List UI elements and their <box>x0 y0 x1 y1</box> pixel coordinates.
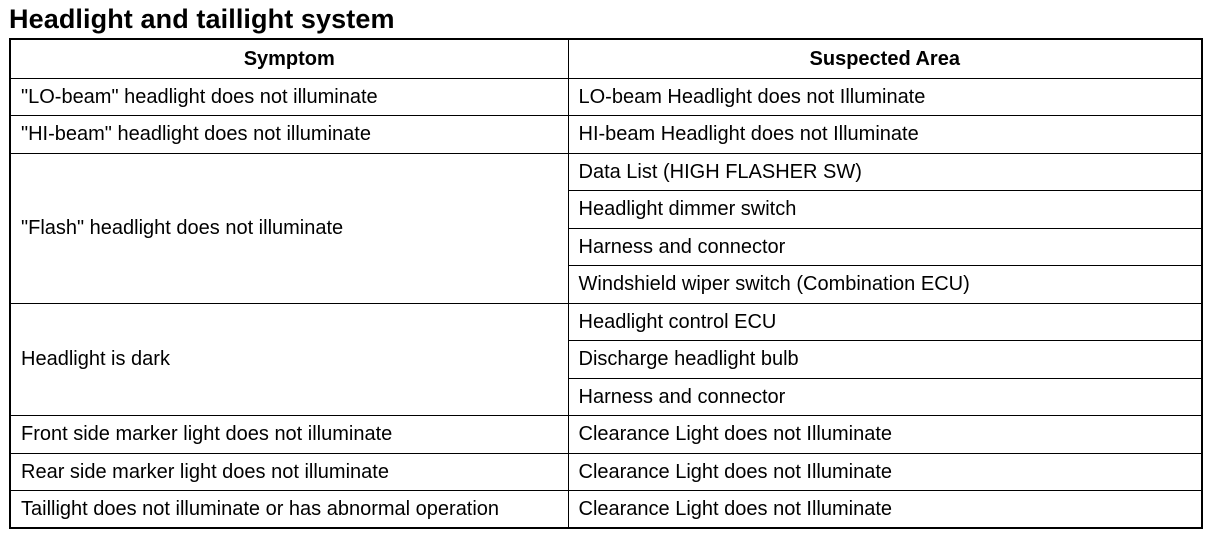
page-title: Headlight and taillight system <box>9 4 395 34</box>
symptom-cell: Rear side marker light does not illuminate <box>10 453 568 491</box>
table-row <box>10 491 1202 529</box>
suspected-area-cell: Discharge headlight bulb <box>568 341 1202 379</box>
table-row <box>10 116 1202 154</box>
table-row <box>10 416 1202 454</box>
symptom-cell: Headlight is dark <box>10 303 568 416</box>
suspected-area-cell: Harness and connector <box>568 378 1202 416</box>
symptom-cell: "LO-beam" headlight does not illuminate <box>10 78 568 116</box>
suspected-area-cell: Clearance Light does not Illuminate <box>568 416 1202 454</box>
suspected-area-cell: Data List (HIGH FLASHER SW) <box>568 153 1202 191</box>
suspected-area-column-header: Suspected Area <box>568 39 1202 78</box>
symptom-cell: "HI-beam" headlight does not illuminate <box>10 116 568 154</box>
symptom-cell: "Flash" headlight does not illuminate <box>10 153 568 303</box>
table-header-row <box>10 39 1202 78</box>
suspected-area-cell: Clearance Light does not Illuminate <box>568 453 1202 491</box>
symptom-cell: Front side marker light does not illuminate <box>10 416 568 454</box>
suspected-area-cell: Harness and connector <box>568 228 1202 266</box>
suspected-area-cell: Windshield wiper switch (Combination ECU) <box>568 266 1202 304</box>
table-row <box>10 453 1202 491</box>
symptom-cell: Taillight does not illuminate or has abnormal operation <box>10 491 568 529</box>
table-row <box>10 303 1202 341</box>
table-row <box>10 153 1202 191</box>
table-row <box>10 78 1202 116</box>
suspected-area-cell: HI-beam Headlight does not Illuminate <box>568 116 1202 154</box>
symptom-column-header: Symptom <box>10 39 568 78</box>
symptom-table <box>9 38 1203 529</box>
suspected-area-cell: Headlight dimmer switch <box>568 191 1202 229</box>
suspected-area-cell: LO-beam Headlight does not Illuminate <box>568 78 1202 116</box>
suspected-area-cell: Headlight control ECU <box>568 303 1202 341</box>
suspected-area-cell: Clearance Light does not Illuminate <box>568 491 1202 529</box>
